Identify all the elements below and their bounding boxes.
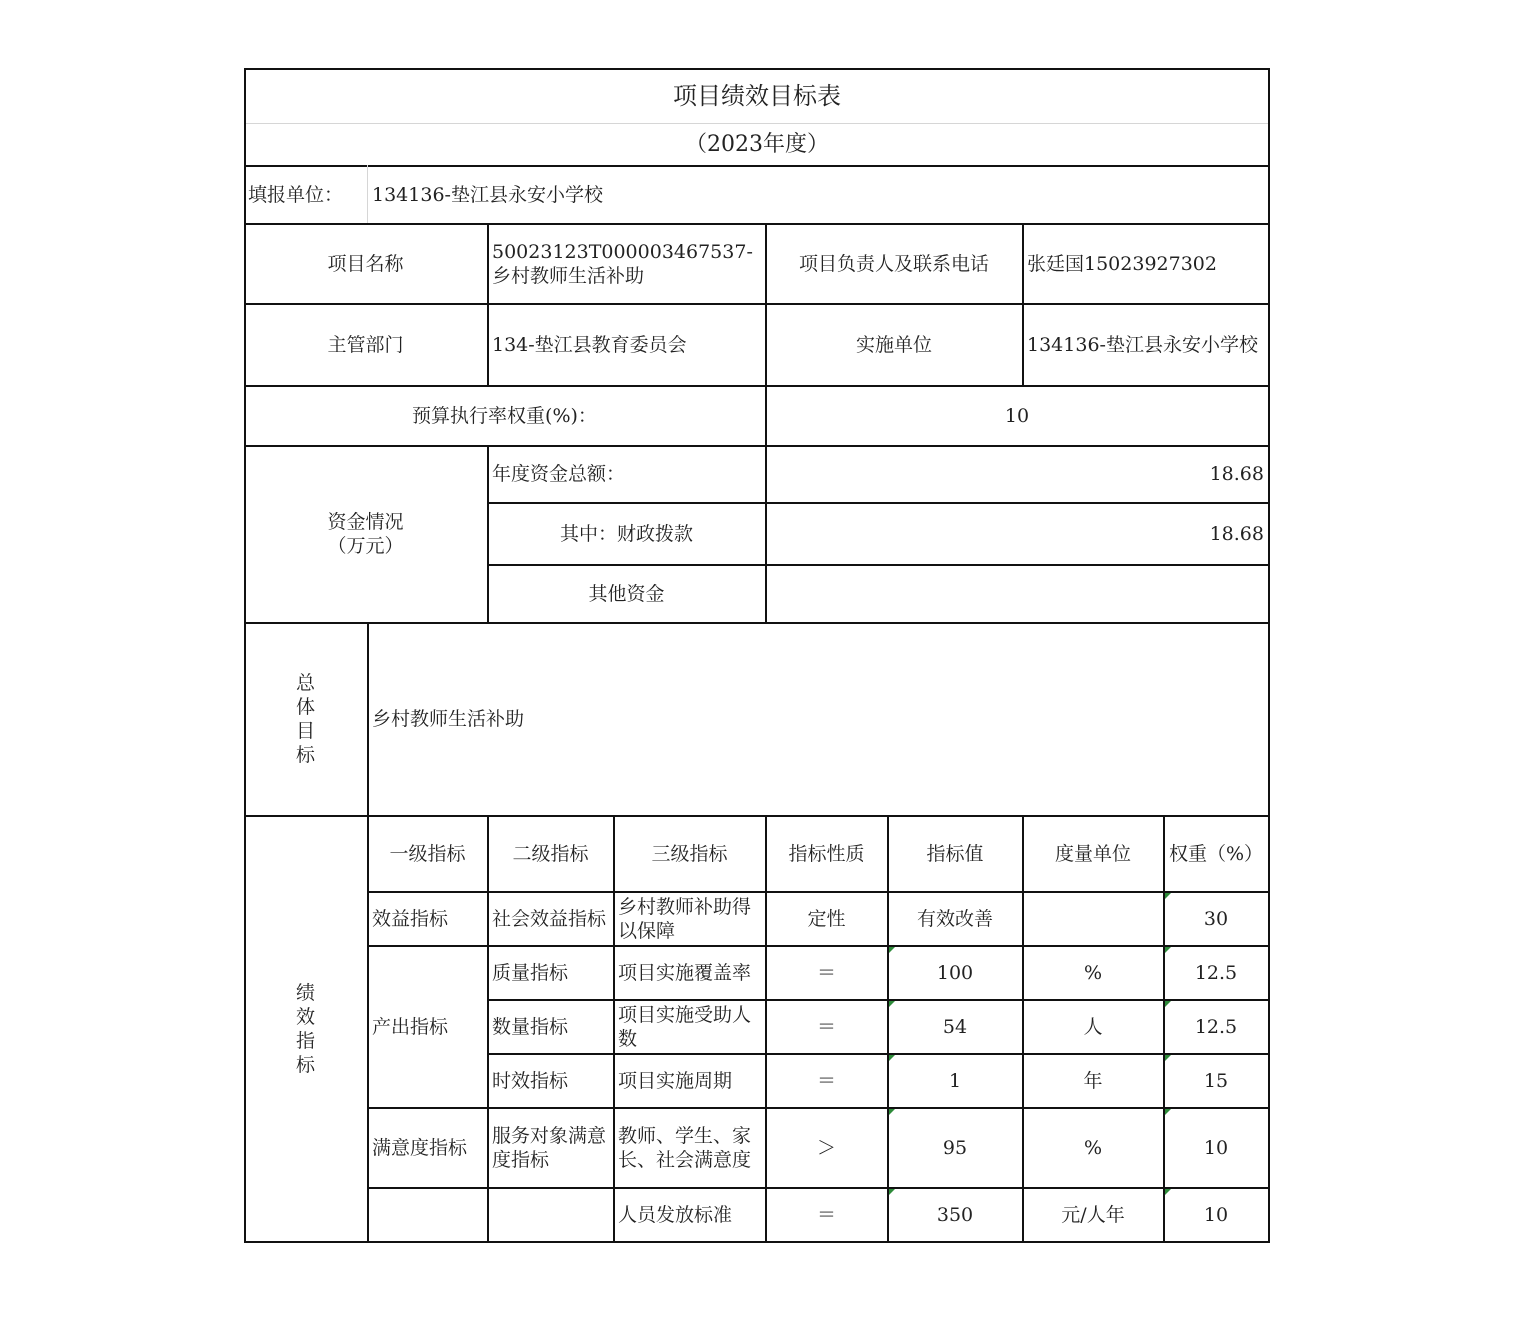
- row-level2: 服务对象满意度指标: [492, 1124, 607, 1171]
- funds-fiscal-value: 18.68: [1209, 522, 1264, 545]
- group-benefit: 效益指标: [372, 907, 449, 930]
- row-unit: [1023, 892, 1163, 945]
- goal-value: 乡村教师生活补助: [372, 708, 525, 730]
- funds-label: [244, 446, 487, 622]
- budget-weight-label: 预算执行率权重(%)：: [412, 404, 597, 427]
- row-nature: 定性: [807, 907, 846, 930]
- perf-label: [244, 816, 367, 1241]
- header-weight: 权重（%）: [1168, 842, 1264, 865]
- impl-unit-value: 134136-垫江县永安小学校: [1027, 333, 1258, 356]
- header-value: 指标值: [926, 842, 984, 865]
- row-weight: 12.5: [1194, 961, 1238, 984]
- impl-unit-label: 实施单位: [855, 333, 932, 356]
- row-weight: 12.5: [1194, 1015, 1238, 1038]
- group-output: 产出指标: [372, 1015, 449, 1038]
- project-name-value: 50023123T000003467537-乡村教师生活补助: [492, 240, 753, 287]
- header-level2: 二级指标: [512, 842, 589, 865]
- funds-total-label: 年度资金总额：: [492, 463, 626, 485]
- row-value: 有效改善: [916, 907, 993, 930]
- project-leader-value: 张廷国15023927302: [1027, 252, 1217, 275]
- row-weight: 30: [1203, 907, 1229, 930]
- goal-label-text: 总体目标: [295, 672, 315, 766]
- funds-total-value: 18.68: [1209, 463, 1264, 485]
- row-nature: ＝: [816, 1203, 836, 1226]
- project-leader-label: 项目负责人及联系电话: [798, 252, 989, 275]
- group-satisfaction: 满意度指标: [372, 1136, 468, 1159]
- row-level2: 数量指标: [492, 1015, 569, 1038]
- row-nature: ＝: [816, 1015, 836, 1038]
- row-level2: 质量指标: [492, 961, 569, 984]
- row-level2: [488, 1188, 613, 1241]
- row-level3: 人员发放标准: [618, 1203, 733, 1226]
- row-level2: 时效指标: [492, 1069, 569, 1092]
- filing-unit-label: 填报单位：: [248, 183, 344, 206]
- row-value: 1: [948, 1069, 962, 1092]
- header-level1: 一级指标: [389, 842, 466, 865]
- dept-value: 134-垫江县教育委员会: [492, 333, 687, 356]
- row-unit: 年: [1083, 1069, 1103, 1092]
- header-level3: 三级指标: [651, 842, 728, 865]
- row-level3: 项目实施周期: [618, 1069, 733, 1092]
- funds-other-label: 其他资金: [588, 582, 665, 605]
- row-unit: %: [1083, 1136, 1103, 1159]
- budget-weight-value: 10: [1004, 404, 1030, 427]
- row-nature: ＝: [816, 1069, 836, 1092]
- row-weight: 10: [1203, 1136, 1229, 1159]
- row-unit: 元/人年: [1061, 1203, 1125, 1226]
- performance-target-table: [244, 68, 1270, 1243]
- goal-label: [244, 623, 367, 815]
- border-bottom: [244, 1241, 1270, 1243]
- project-name-label: 项目名称: [327, 252, 404, 275]
- funds-label-text: 资金情况（万元）: [327, 511, 404, 557]
- row-value: 100: [936, 961, 974, 984]
- row-unit: 人: [1083, 1015, 1103, 1038]
- group-empty: [368, 1188, 487, 1241]
- row-nature: ＝: [816, 961, 836, 984]
- year-label: （2023年度）: [685, 132, 829, 157]
- filing-unit-value: 134136-垫江县永安小学校: [372, 183, 603, 206]
- border-right: [1268, 68, 1270, 1243]
- row-level2: 社会效益指标: [492, 907, 607, 930]
- row-level3: 乡村教师补助得以保障: [618, 895, 752, 942]
- header-unit: 度量单位: [1054, 842, 1131, 865]
- row-weight: 10: [1203, 1203, 1229, 1226]
- row-value: 54: [942, 1015, 968, 1038]
- row-unit: %: [1083, 961, 1103, 984]
- funds-other-value: [766, 565, 1268, 622]
- row-nature: ＞: [816, 1136, 836, 1159]
- header-nature: 指标性质: [788, 842, 865, 865]
- row-level3: 教师、学生、家长、社会满意度: [618, 1124, 752, 1171]
- row-value: 350: [936, 1203, 974, 1226]
- dept-label: 主管部门: [327, 333, 404, 356]
- page-title: 项目绩效目标表: [673, 82, 841, 110]
- row-level3: 项目实施覆盖率: [618, 961, 752, 984]
- row-weight: 15: [1203, 1069, 1229, 1092]
- funds-fiscal-label: 其中：财政拨款: [559, 522, 693, 545]
- row-level3: 项目实施受助人数: [618, 1003, 752, 1050]
- row-value: 95: [942, 1136, 968, 1159]
- perf-label-text: 绩效指标: [295, 981, 315, 1076]
